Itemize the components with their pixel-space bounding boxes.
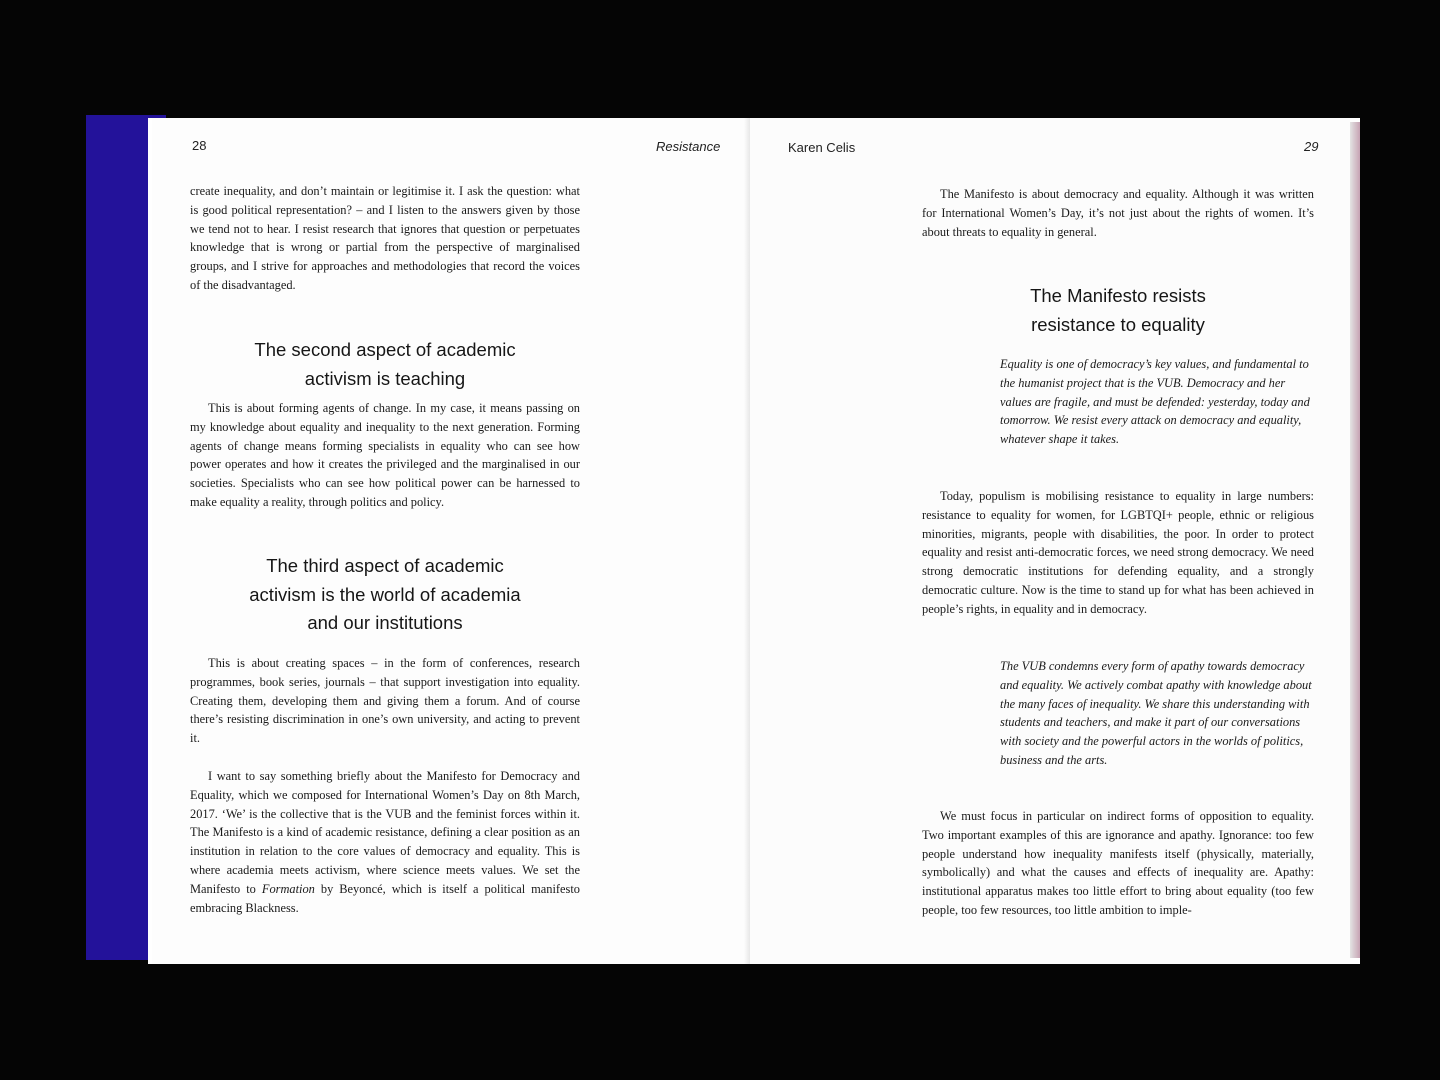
body-text-focus [922, 807, 1314, 920]
heading-line: and our institutions [307, 612, 463, 633]
quote-equality-text: Equality is one of democracy’s key values, and fundamental to the humanist project that is the VUB. Democracy and her values are fragile, and must be defended: yesterday, today and tomorrow. We resist every attack on democracy and equality, whatever shape it takes. [1000, 357, 1310, 447]
page-edges [1350, 122, 1360, 958]
paragraph-democracy: The Manifesto is about democracy and equality. Although it was written for International Women’s Day, it’s not just about the rights of women. It’s about threats to equality in general. [922, 187, 1314, 239]
body-text-teaching [190, 399, 580, 512]
body-text-intro [190, 182, 580, 295]
running-author: Karen Celis [788, 140, 856, 155]
right-page [750, 118, 1350, 964]
manifesto-text-a: I want to say something briefly about the Manifesto for Democracy and Equality, which we composed for International Women’s Day on 8th March, 2017. ‘We’ is the collective that is the VUB and the feminist forces within it. The Manifesto is a kind of academic resistance, defining a clear position as an institution in relation to the core values of democracy and equality. This is where academia meets activism, where science meets values. We set the Manifesto to [190, 768, 580, 896]
body-text-democracy [922, 185, 1314, 241]
heading-line: activism is the world of academia [249, 583, 521, 605]
heading-line: The second aspect of academic [254, 339, 516, 360]
left-page [152, 118, 750, 964]
book-spread [148, 118, 1360, 964]
heading-line: The third aspect of academic [266, 555, 504, 576]
paragraph-populism: Today, populism is mobilising resistance to equality in large numbers: resistance to equality for women, for LGBTQI+ people, ethnic or religious minorities, migrants, people with disabilities, the poor. In order to protect equality and resist anti-democratic forces, we need strong democracy. We need strong democratic institutions for defending equality, and a strongly democratic culture. Now is the time to stand up for what has been achieved in people’s rights, in equality and in democracy. [922, 489, 1314, 616]
formation-title: Formation [261, 881, 315, 896]
quote-equality [1000, 355, 1316, 449]
paragraph-intro: create inequality, and don’t maintain or legitimise it. I ask the question: what is good political representation? – and I listen to the answers given by those we tend not to hear. I resist research that ignores that question or perpetuates knowledge that is wrong or partial from the perspective of marginalised groups, and I strive for approaches and methodologies that record the voices of the disadvantaged. [190, 184, 580, 292]
heading-line: activism is teaching [304, 367, 466, 389]
paragraph-spaces: This is about creating spaces – in the form of conferences, research programmes, book series, journals – that support investigation into equality. Creating them, developing them and giving them a forum. And of course there’s resisting discrimination in one’s own university, and acting to prevent it. [190, 656, 580, 746]
page-number-left: 28 [192, 138, 207, 153]
paragraph-focus: We must focus in particular on indirect forms of opposition to equality. Two important examples of this are ignorance and apathy. Ignorance: too few people understand how inequality manifests itself (physically, materially, symbolically) and what the causes and effects of inequality are. Apathy: institutional apparatus makes too little effort to bring about equality (too few people, too few resources, too little ambition to imple- [922, 809, 1314, 917]
quote-apathy [1000, 657, 1316, 770]
heading-academia [190, 552, 580, 638]
heading-line: The Manifesto resists [1030, 285, 1206, 306]
body-text-institutions [190, 654, 580, 917]
heading-resists [922, 282, 1314, 339]
running-title: Resistance [656, 139, 721, 154]
heading-teaching [190, 336, 580, 393]
manifesto-text-b: by Beyoncé, which is itself a political manifesto embracing Blackness. [190, 881, 580, 915]
body-text-populism [922, 487, 1314, 619]
quote-apathy-text: The VUB condemns every form of apathy towards democracy and equality. We actively combat apathy with knowledge about the many faces of inequality. We share this understanding with students and teachers, and make it part of our conversations with society and the powerful actors in the worlds of politics, business and the arts. [1000, 659, 1312, 767]
paragraph-manifesto [190, 767, 580, 917]
heading-line: resistance to equality [1031, 313, 1205, 335]
page-number-right: 29 [1304, 139, 1319, 154]
paragraph-teaching: This is about forming agents of change. In my case, it means passing on my knowledge about equality and inequality to the next generation. Forming agents of change means forming specialists in equality who can see how power operates and how it creates the privileged and the marginalised in our societies. Specialists who can see how political power can be harnessed to make equality a reality, through politics and policy. [190, 401, 580, 509]
